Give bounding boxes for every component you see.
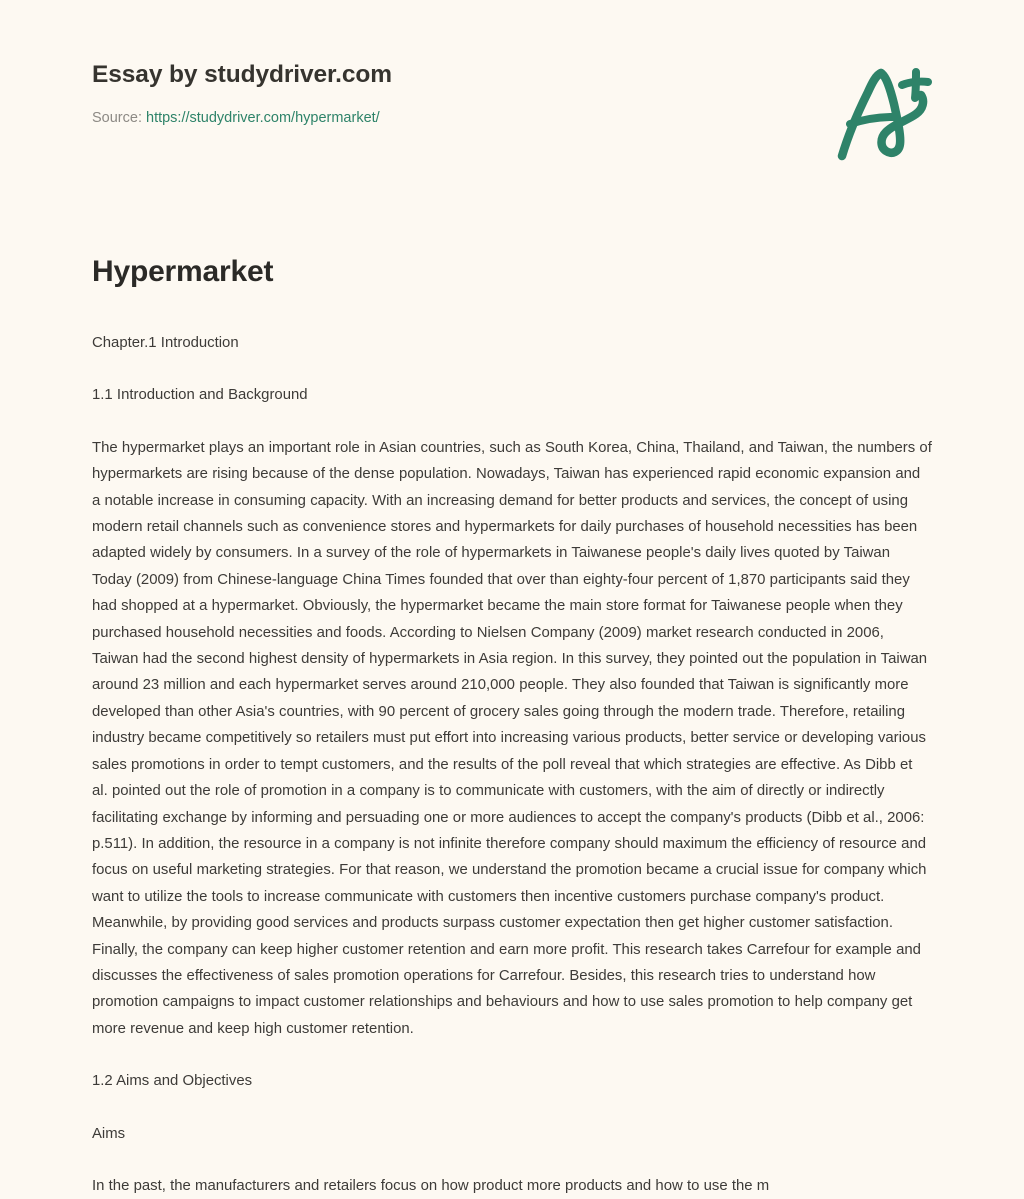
- paragraph-1: The hypermarket plays an important role in Asian countries, such as South Korea, China, Thailand, and Taiwan, the numbers of hypermarkets are rising because of the dense population. Nowadays, Taiwan has experienced rapid economic expansion and a notable increase in consuming capacity. With an increasing demand for better products and services, the concept of using modern retail channels such as convenience stores and hypermarkets for daily purchases of household necessities has been adapted widely by consumers. In a survey of the role of hypermarkets in Taiwanese people's daily lives quoted by Taiwan Today (2009) from Chinese-language China Times founded that over than eighty-four percent of 1,870 participants said they had shopped at a hypermarket. Obviously, the hypermarket became the main store format for Taiwanese people when they purchased household necessities and foods. According to Nielsen Company (2009) market research conducted in 2006, Taiwan had the second highest density of hypermarkets in Asia region. In this survey, they pointed out the population in Taiwan around 23 million and each hypermarket serves around 210,000 people. They also founded that Taiwan is significantly more developed than other Asia's countries, with 90 percent of grocery sales going through the modern trade. Therefore, retailing industry became competitively so retailers must put effort into increasing various products, better service or developing various sales promotions in order to tempt customers, and the results of the poll reveal that which strategies are effective. As Dibb et al. pointed out the role of promotion in a company is to communicate with customers, with the aim of directly or indirectly facilitating exchange by informing and persuading one or more audiences to accept the company's products (Dibb et al., 2006: p.511). In addition, the resource in a company is not infinite therefore company should maximum the efficiency of resource and focus on useful marketing strategies. For that reason, we understand the promotion became a crucial issue for company which want to utilize the tools to increase communicate with customers then incentive customers purchase company's product. Meanwhile, by providing good services and products surpass customer expectation then get higher customer satisfaction. Finally, the company can keep higher customer retention and earn more profit. This research takes Carrefour for example and discusses the effectiveness of sales promotion operations for Carrefour. Besides, this research tries to understand how promotion campaigns to impact customer relationships and behaviours and how to use sales promotion to help company get more revenue and keep high customer retention.: [92, 439, 932, 1037]
- source-label: Source:: [92, 110, 146, 127]
- section-1-1-heading: 1.1 Introduction and Background: [92, 387, 308, 404]
- page-title: Hypermarket: [92, 255, 274, 288]
- a-plus-logo-icon: [828, 62, 940, 162]
- paragraph-2-truncated: In the past, the manufacturers and retailers focus on how product more products and how to use the m: [92, 1177, 770, 1194]
- chapter-heading: Chapter.1 Introduction: [92, 335, 239, 351]
- essay-attribution: Essay by studydriver.com: [92, 61, 392, 88]
- document-header: [0, 0, 1024, 162]
- aims-heading: Aims: [92, 1125, 126, 1142]
- section-1-2-heading: 1.2 Aims and Objectives: [92, 1073, 253, 1090]
- source-line: [92, 109, 392, 128]
- source-url-link[interactable]: https://studydriver.com/hypermarket/: [146, 110, 380, 127]
- studydriver-logo: [820, 62, 940, 162]
- document-body: [0, 330, 1024, 1199]
- header-text-group: [92, 60, 392, 128]
